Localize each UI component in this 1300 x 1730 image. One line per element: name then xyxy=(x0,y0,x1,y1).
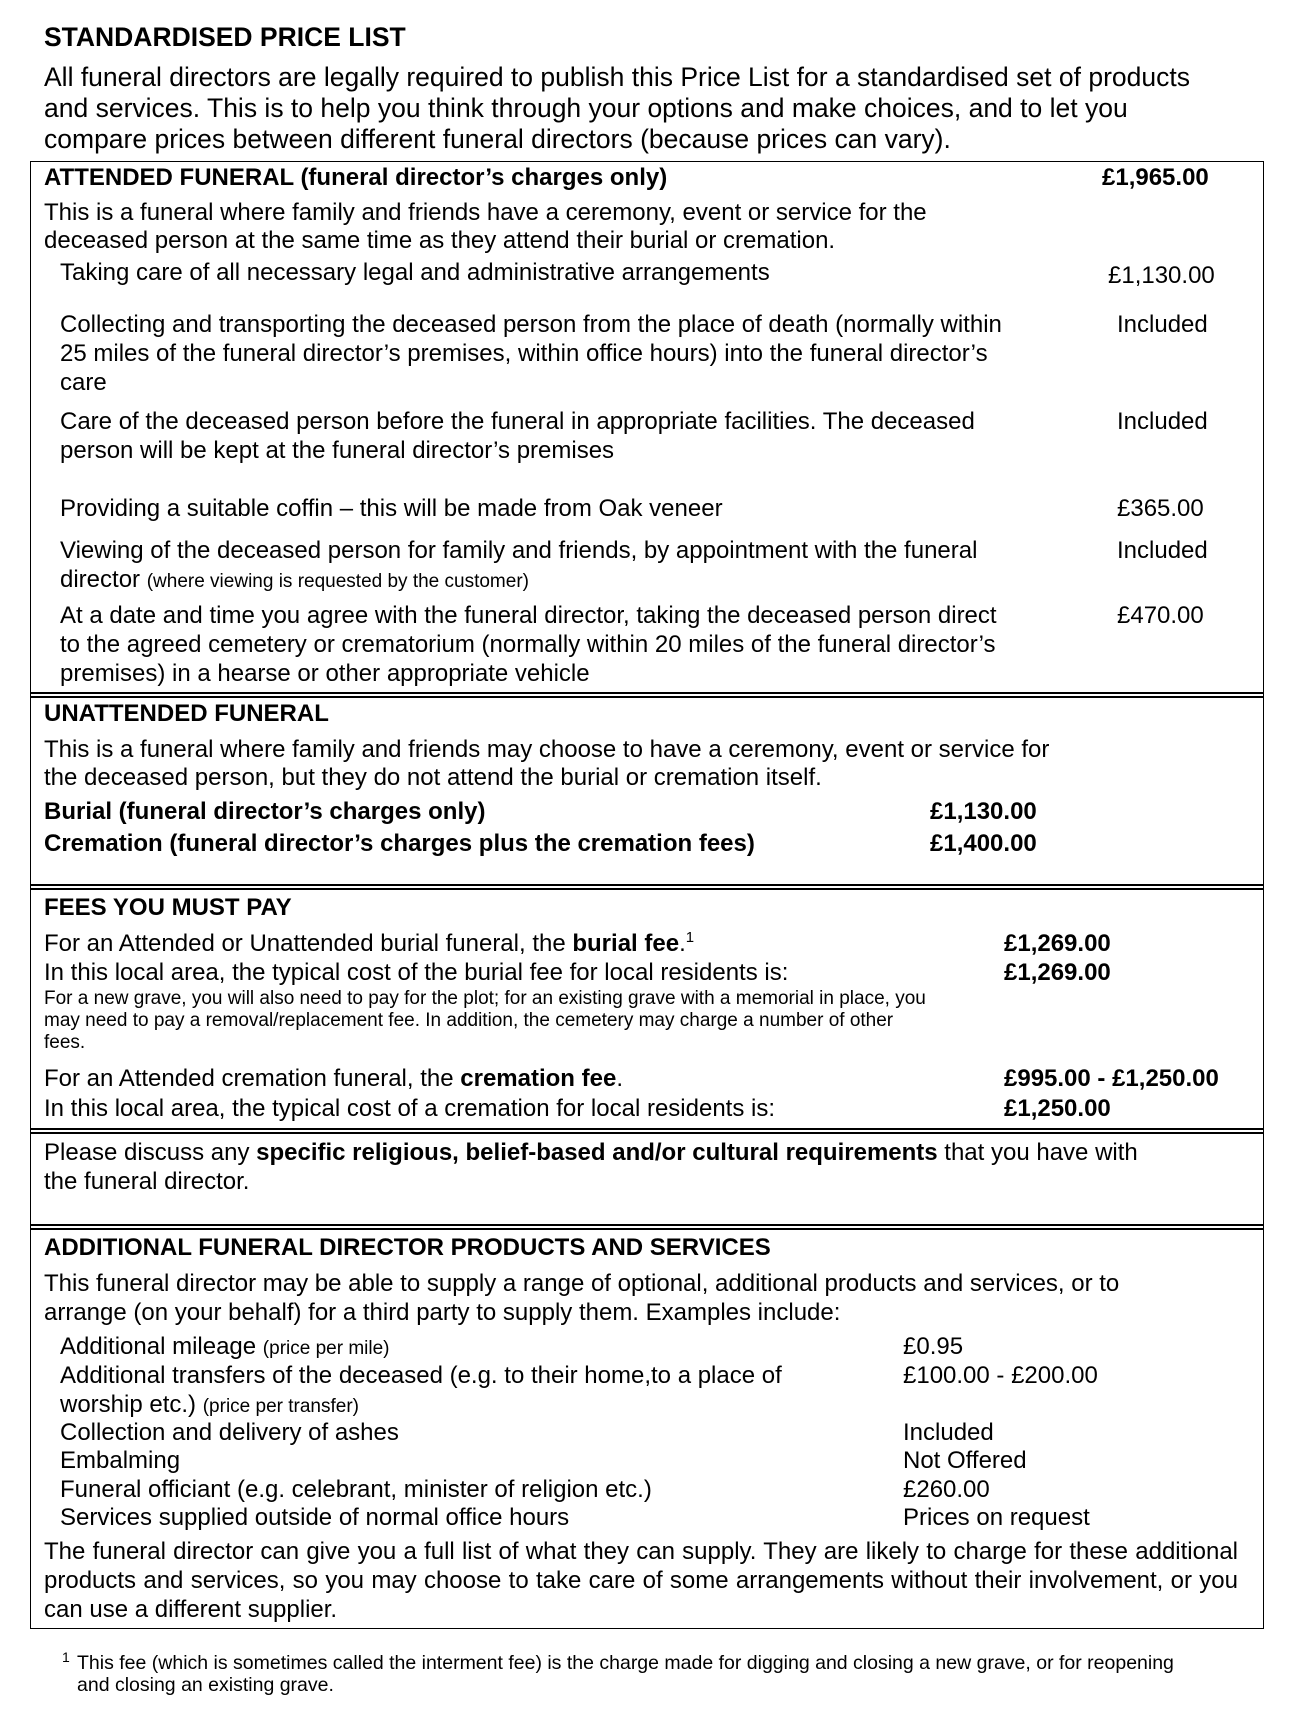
attended-item-admin-price: £1,130.00 xyxy=(1108,262,1215,289)
attended-item-coffin: Providing a suitable coffin – this will be made from Oak veneer xyxy=(60,495,723,522)
attended-item-collect-3: care xyxy=(60,369,107,396)
attended-item-collect-1: Collecting and transporting the deceased person from the place of death (normally within xyxy=(60,311,1002,338)
footnote-line-2: and closing an existing grave. xyxy=(77,1674,334,1696)
fees-cremation-local-label: In this local area, the typical cost of a cremation for local residents is: xyxy=(44,1095,776,1122)
attended-item-viewing-price: Included xyxy=(1117,537,1208,564)
attended-item-hearse-price: £470.00 xyxy=(1117,602,1204,629)
religious-line-1: Please discuss any specific religious, belief-based and/or cultural requirements that you have with xyxy=(44,1139,1138,1166)
divider xyxy=(30,692,1264,694)
unattended-cremation-price: £1,400.00 xyxy=(930,830,1037,857)
fees-grave-note-1: For a new grave, you will also need to pay for the plot; for an existing grave with a memorial in place, you xyxy=(44,988,926,1009)
attended-item-collect-2: 25 miles of the funeral director’s premises, within office hours) into the funeral director’s xyxy=(60,340,988,367)
attended-item-care-price: Included xyxy=(1117,408,1208,435)
additional-closing: The funeral director can give you a full list of what they can supply. They are likely to charge for these additional products and services, so you may choose to take care of some arrangements without their involvement, or you can use a different supplier. xyxy=(44,1538,1238,1623)
divider xyxy=(30,884,1264,886)
divider xyxy=(30,888,1264,890)
unattended-heading: UNATTENDED FUNERAL xyxy=(44,700,329,727)
fees-burial-local: £1,269.00 xyxy=(1004,959,1111,986)
attended-item-collect-price: Included xyxy=(1117,311,1208,338)
additional-item-embalming: Embalming xyxy=(60,1447,181,1474)
divider xyxy=(30,1228,1264,1230)
additional-item-transfers-1: Additional transfers of the deceased (e.g. to their home,to a place of xyxy=(60,1362,782,1389)
unattended-cremation-label: Cremation (funeral director’s charges plus the cremation fees) xyxy=(44,830,755,857)
additional-item-mileage: Additional mileage (price per mile) xyxy=(60,1333,390,1360)
additional-item-ashes: Collection and delivery of ashes xyxy=(60,1419,399,1446)
divider xyxy=(30,1224,1264,1226)
fees-burial-fee: £1,269.00 xyxy=(1004,930,1111,957)
attended-desc-1: This is a funeral where family and friends have a ceremony, event or service for the xyxy=(44,199,927,226)
attended-desc-2: deceased person at the same time as they attend their burial or cremation. xyxy=(44,227,836,254)
unattended-desc-1: This is a funeral where family and friends may choose to have a ceremony, event or service for xyxy=(44,736,1050,763)
attended-heading: ATTENDED FUNERAL (funeral director’s charges only) xyxy=(44,164,668,191)
additional-item-officiant: Funeral officiant (e.g. celebrant, minister of religion etc.) xyxy=(60,1476,652,1503)
fees-cremation-label: For an Attended cremation funeral, the cremation fee. xyxy=(44,1065,623,1092)
additional-item-officiant-price: £260.00 xyxy=(903,1476,990,1503)
intro-line-3: compare prices between different funeral directors (because prices can vary). xyxy=(44,124,951,154)
divider xyxy=(30,1128,1264,1130)
unattended-desc-2: the deceased person, but they do not attend the burial or cremation itself. xyxy=(44,764,822,791)
religious-line-2: the funeral director. xyxy=(44,1168,250,1195)
attended-item-hearse-3: premises) in a hearse or other appropriate vehicle xyxy=(60,660,590,687)
additional-item-embalming-price: Not Offered xyxy=(903,1447,1027,1474)
fees-grave-note-3: fees. xyxy=(44,1032,86,1053)
intro-line-2: and services. This is to help you think through your options and make choices, and to let you xyxy=(44,93,1128,123)
fees-cremation-fee: £995.00 - £1,250.00 xyxy=(1004,1065,1219,1092)
attended-item-viewing-2: director (where viewing is requested by the customer) xyxy=(60,566,529,593)
intro-line-1: All funeral directors are legally required to publish this Price List for a standardised set of products xyxy=(44,62,1190,92)
attended-item-viewing-1: Viewing of the deceased person for family and friends, by appointment with the funeral xyxy=(60,537,978,564)
fees-heading: FEES YOU MUST PAY xyxy=(44,894,292,921)
attended-item-hearse-1: At a date and time you agree with the funeral director, taking the deceased person direct xyxy=(60,602,997,629)
fees-cremation-local: £1,250.00 xyxy=(1004,1095,1111,1122)
fees-grave-note-2: may need to pay a removal/replacement fee. In addition, the cemetery may charge a number of other xyxy=(44,1010,894,1031)
divider xyxy=(30,696,1264,698)
additional-item-transfers-price: £100.00 - £200.00 xyxy=(903,1362,1098,1389)
attended-item-hearse-2: to the agreed cemetery or crematorium (normally within 20 miles of the funeral director’s xyxy=(60,631,996,658)
unattended-burial-label: Burial (funeral director’s charges only) xyxy=(44,798,486,825)
footnote-mark: 1 xyxy=(62,1649,70,1665)
fees-burial-local-label: In this local area, the typical cost of the burial fee for local residents is: xyxy=(44,959,789,986)
additional-item-transfers-2: worship etc.) (price per transfer) xyxy=(60,1391,359,1418)
additional-heading: ADDITIONAL FUNERAL DIRECTOR PRODUCTS AND SERVICES xyxy=(44,1234,771,1261)
page-title: STANDARDISED PRICE LIST xyxy=(44,22,406,52)
additional-item-out-of-hours-price: Prices on request xyxy=(903,1504,1090,1531)
additional-desc-2: arrange (on your behalf) for a third party to supply them. Examples include: xyxy=(44,1299,841,1326)
divider xyxy=(30,1132,1264,1134)
attended-item-care-1: Care of the deceased person before the funeral in appropriate facilities. The deceased xyxy=(60,408,975,435)
unattended-burial-price: £1,130.00 xyxy=(930,798,1037,825)
attended-item-coffin-price: £365.00 xyxy=(1117,495,1204,522)
additional-item-mileage-price: £0.95 xyxy=(903,1333,964,1360)
fees-burial-label: For an Attended or Unattended burial funeral, the burial fee.$^1$ xyxy=(44,929,695,957)
attended-item-care-2: person will be kept at the funeral director’s premises xyxy=(60,437,615,464)
footnote-line-1: This fee (which is sometimes called the interment fee) is the charge made for digging and closing a new grave, or for reopening xyxy=(77,1652,1174,1674)
additional-item-ashes-price: Included xyxy=(903,1419,994,1446)
additional-item-out-of-hours: Services supplied outside of normal office hours xyxy=(60,1504,570,1531)
attended-item-admin: Taking care of all necessary legal and administrative arrangements xyxy=(60,259,770,286)
additional-desc-1: This funeral director may be able to supply a range of optional, additional products and services, or to xyxy=(44,1270,1120,1297)
attended-total: £1,965.00 xyxy=(1102,164,1209,191)
